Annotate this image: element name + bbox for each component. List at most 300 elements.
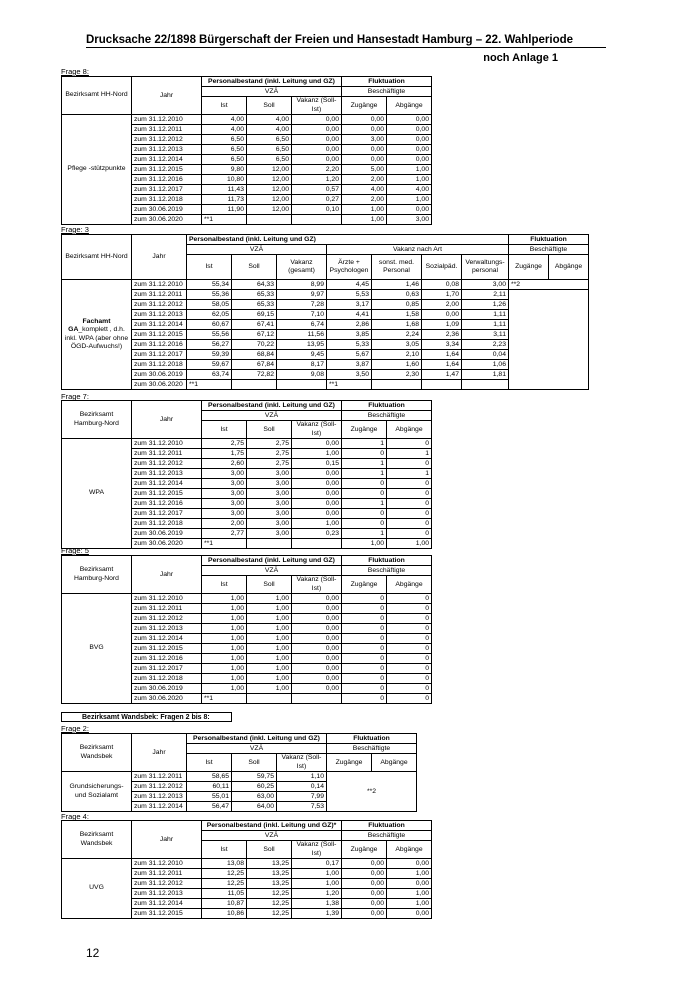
table-cell: 0 bbox=[387, 644, 432, 654]
table-cell: 58,65 bbox=[187, 772, 232, 782]
table-cell: zum 31.12.2010 bbox=[132, 280, 187, 290]
table-cell: Bezirksamt Wandsbek bbox=[62, 821, 132, 859]
table-cell: 13,25 bbox=[247, 879, 292, 889]
table-cell: zum 31.12.2014 bbox=[132, 479, 202, 489]
table-cell: Zugänge bbox=[342, 97, 387, 115]
table-cell: 1,75 bbox=[202, 449, 247, 459]
table-cell: 64,33 bbox=[232, 280, 277, 290]
table-cell: 0 bbox=[342, 674, 387, 684]
table-cell: 0 bbox=[387, 634, 432, 644]
table-cell: 1,60 bbox=[372, 360, 422, 370]
table-cell: 1,00 bbox=[202, 604, 247, 614]
table-cell: 0 bbox=[387, 459, 432, 469]
table-cell: 13,25 bbox=[247, 869, 292, 879]
table-cell: zum 31.12.2018 bbox=[132, 360, 187, 370]
table-cell: 0 bbox=[387, 654, 432, 664]
table-cell: 6,50 bbox=[247, 145, 292, 155]
table-cell: 13,08 bbox=[202, 859, 247, 869]
table-cell bbox=[462, 380, 509, 390]
table-cell: 0,00 bbox=[387, 115, 432, 125]
table-cell: 3,00 bbox=[247, 489, 292, 499]
table-cell bbox=[292, 539, 342, 549]
table-cell: 2,23 bbox=[462, 340, 509, 350]
table-cell: BVG bbox=[62, 594, 132, 704]
table-cell: Ist bbox=[187, 255, 232, 280]
table-cell: 12,00 bbox=[247, 175, 292, 185]
table-cell: 1,00 bbox=[292, 869, 342, 879]
table-cell: 3,34 bbox=[422, 340, 462, 350]
table-cell: 1 bbox=[342, 459, 387, 469]
table-cell: 2,20 bbox=[292, 165, 342, 175]
frage-label: Frage 4: bbox=[61, 812, 89, 821]
table-cell: 6,50 bbox=[247, 135, 292, 145]
unit-name-rest: _komplett , d.h. inkl. WPA (aber ohne ÖGD-Aufwuchs!) bbox=[64, 326, 129, 350]
table-cell: zum 31.12.2012 bbox=[132, 782, 187, 792]
table-cell: zum 31.12.2011 bbox=[132, 125, 202, 135]
table-cell: 7,53 bbox=[277, 802, 327, 812]
table-cell: 0 bbox=[387, 529, 432, 539]
table-cell: Personalbestand (inkl. Leitung und GZ) bbox=[202, 556, 342, 566]
table-cell: 0,00 bbox=[387, 859, 432, 869]
table-cell: Personalbestand (inkl. Leitung und GZ) bbox=[187, 734, 327, 744]
table-cell: 0 bbox=[342, 694, 387, 704]
section-wandsbek: Bezirksamt Wandsbek: Fragen 2 bis 8: bbox=[61, 712, 232, 722]
table-cell: 2,24 bbox=[372, 330, 422, 340]
table-cell: 1,00 bbox=[202, 614, 247, 624]
table-cell: 3,00 bbox=[462, 280, 509, 290]
table-cell: 1,00 bbox=[202, 634, 247, 644]
table-cell: 0,00 bbox=[342, 859, 387, 869]
table-cell: 1 bbox=[387, 449, 432, 459]
table-row bbox=[62, 772, 417, 782]
table-cell: 12,00 bbox=[247, 205, 292, 215]
table-cell: 59,67 bbox=[187, 360, 232, 370]
table-header-row bbox=[62, 235, 589, 245]
table-cell: 67,84 bbox=[232, 360, 277, 370]
table-cell: 0 bbox=[342, 489, 387, 499]
table-cell: zum 31.12.2011 bbox=[132, 772, 187, 782]
table-cell: Zugänge bbox=[327, 754, 372, 772]
table-cell: 0 bbox=[387, 509, 432, 519]
table-cell: Ärzte + Psychologen bbox=[327, 255, 372, 280]
table-cell: 1,00 bbox=[247, 654, 292, 664]
table-cell: 0,00 bbox=[292, 674, 342, 684]
table-cell: 0,00 bbox=[342, 909, 387, 919]
table-cell: WPA bbox=[62, 439, 132, 549]
table-cell: 1,11 bbox=[462, 320, 509, 330]
frage-label: Frage 7: bbox=[61, 392, 89, 401]
table-cell: 11,73 bbox=[202, 195, 247, 205]
table-cell: 7,28 bbox=[277, 300, 327, 310]
table-cell: 1,00 bbox=[247, 634, 292, 644]
table-cell: 1,70 bbox=[422, 290, 462, 300]
table-cell: 70,22 bbox=[232, 340, 277, 350]
page-header bbox=[86, 34, 606, 48]
table-cell: 0,00 bbox=[342, 145, 387, 155]
table-cell: 0 bbox=[387, 664, 432, 674]
table-cell: 7,10 bbox=[277, 310, 327, 320]
table-cell: Jahr bbox=[132, 401, 202, 439]
table-header-row bbox=[62, 77, 432, 87]
table-cell: 0,00 bbox=[292, 155, 342, 165]
table-cell: 0,10 bbox=[292, 205, 342, 215]
table-cell: 1,00 bbox=[202, 674, 247, 684]
table-cell: 60,11 bbox=[187, 782, 232, 792]
table-cell: 6,74 bbox=[277, 320, 327, 330]
table-cell: 0,23 bbox=[292, 529, 342, 539]
table-cell: 0,00 bbox=[292, 604, 342, 614]
table-cell: 72,82 bbox=[232, 370, 277, 380]
table-cell: 0 bbox=[387, 519, 432, 529]
table-cell: 0,00 bbox=[292, 469, 342, 479]
table-cell: 3,00 bbox=[247, 529, 292, 539]
table-cell: 65,33 bbox=[232, 290, 277, 300]
table-cell: Zugänge bbox=[342, 841, 387, 859]
table-cell: 55,36 bbox=[187, 290, 232, 300]
table-cell: 0,00 bbox=[292, 654, 342, 664]
table-cell: 1,00 bbox=[387, 539, 432, 549]
table-cell: Soll bbox=[232, 255, 277, 280]
table-cell: 67,12 bbox=[232, 330, 277, 340]
table-cell: 0 bbox=[387, 624, 432, 634]
table-cell: 0 bbox=[342, 634, 387, 644]
table-cell: zum 31.12.2012 bbox=[132, 459, 202, 469]
table-cell: 0 bbox=[387, 499, 432, 509]
table-cell: Fluktuation bbox=[342, 401, 432, 411]
table-cell: VZÄ bbox=[202, 87, 342, 97]
table-cell: zum 31.12.2013 bbox=[132, 145, 202, 155]
table-cell bbox=[292, 215, 342, 225]
table-cell: 2,00 bbox=[342, 195, 387, 205]
table-row bbox=[62, 439, 432, 449]
table-cell: 3,00 bbox=[202, 499, 247, 509]
table-cell: zum 31.12.2012 bbox=[132, 300, 187, 310]
table-cell: Vakanz (gesamt) bbox=[277, 255, 327, 280]
table-cell: 1,00 bbox=[387, 889, 432, 899]
table-row bbox=[62, 290, 589, 300]
table-cell: 8,17 bbox=[277, 360, 327, 370]
table-cell: 4,00 bbox=[202, 125, 247, 135]
table-cell: Ist bbox=[202, 841, 247, 859]
table-cell: Vakanz nach Art bbox=[327, 245, 509, 255]
table-cell: zum 31.12.2014 bbox=[132, 802, 187, 812]
table-cell: 0,27 bbox=[292, 195, 342, 205]
table-cell: 0 bbox=[387, 604, 432, 614]
table-cell: Fluktuation bbox=[342, 556, 432, 566]
table-cell: 2,10 bbox=[372, 350, 422, 360]
table-cell: 0 bbox=[342, 644, 387, 654]
table-cell: zum 31.12.2017 bbox=[132, 350, 187, 360]
table-cell: 1,10 bbox=[277, 772, 327, 782]
table-cell: 9,08 bbox=[277, 370, 327, 380]
table-cell: zum 31.12.2018 bbox=[132, 674, 202, 684]
table-cell: 60,25 bbox=[232, 782, 277, 792]
table-cell: 12,25 bbox=[247, 889, 292, 899]
table-cell: Bezirksamt Hamburg-Nord bbox=[62, 556, 132, 594]
table-cell: 1,00 bbox=[202, 624, 247, 634]
table-cell: 4,00 bbox=[247, 115, 292, 125]
table-cell: zum 30.06.2019 bbox=[132, 205, 202, 215]
table-header-row bbox=[62, 734, 417, 744]
table-cell: 0,00 bbox=[292, 499, 342, 509]
table-cell: zum 31.12.2017 bbox=[132, 664, 202, 674]
table-cell: Beschäftigte bbox=[342, 831, 432, 841]
table-cell: 56,47 bbox=[187, 802, 232, 812]
table-cell: 2,75 bbox=[247, 439, 292, 449]
table-cell: Soll bbox=[247, 841, 292, 859]
table-cell: 0 bbox=[342, 664, 387, 674]
table-cell: sonst. med. Personal bbox=[372, 255, 422, 280]
table-cell bbox=[372, 380, 422, 390]
table-cell: 59,39 bbox=[187, 350, 232, 360]
table-cell: Personalbestand (inkl. Leitung und GZ) bbox=[202, 401, 342, 411]
table-cell: 1,00 bbox=[387, 175, 432, 185]
table-cell: 1,00 bbox=[247, 614, 292, 624]
table-cell: 10,80 bbox=[202, 175, 247, 185]
table-cell: Soll bbox=[247, 421, 292, 439]
table-cell: 0,15 bbox=[292, 459, 342, 469]
parliament-title: Bürgerschaft der Freien und Hansestadt Hamburg – 22. Wahlperiode bbox=[199, 34, 574, 46]
table-cell: 12,25 bbox=[247, 899, 292, 909]
table-cell: Zugänge bbox=[342, 421, 387, 439]
table-cell: 0,00 bbox=[342, 879, 387, 889]
frage-label: Frage 2: bbox=[61, 724, 89, 733]
table-cell: 1,00 bbox=[387, 869, 432, 879]
table-cell: 58,05 bbox=[187, 300, 232, 310]
table-cell: 3,11 bbox=[462, 330, 509, 340]
table-cell: 1,00 bbox=[342, 215, 387, 225]
table-cell: Jahr bbox=[132, 821, 202, 859]
table-cell: Vakanz (Soll-Ist) bbox=[292, 841, 342, 859]
table-cell: zum 31.12.2012 bbox=[132, 614, 202, 624]
table-cell: 3,05 bbox=[372, 340, 422, 350]
table-cell: 0 bbox=[387, 594, 432, 604]
unit-name-bold: Fachamt GA bbox=[68, 317, 111, 333]
table-cell bbox=[62, 280, 132, 390]
table-cell: 0,00 bbox=[292, 614, 342, 624]
table-cell: Vakanz (Soll-Ist) bbox=[292, 576, 342, 594]
table-cell: 55,34 bbox=[187, 280, 232, 290]
table-cell: 3,00 bbox=[202, 509, 247, 519]
table-cell: Soll bbox=[232, 754, 277, 772]
table-cell: zum 31.12.2014 bbox=[132, 320, 187, 330]
table-cell: Jahr bbox=[132, 77, 202, 115]
table-cell: VZÄ bbox=[187, 744, 327, 754]
table-cell: Ist bbox=[202, 421, 247, 439]
table-cell: 0,08 bbox=[422, 280, 462, 290]
table-cell: 1,64 bbox=[422, 350, 462, 360]
table-cell: 12,00 bbox=[247, 195, 292, 205]
table-cell: 0 bbox=[387, 614, 432, 624]
table-cell: 0,00 bbox=[342, 125, 387, 135]
table-cell: 1,20 bbox=[292, 175, 342, 185]
table-cell: zum 31.12.2015 bbox=[132, 489, 202, 499]
table-cell: 1,11 bbox=[462, 310, 509, 320]
table-cell bbox=[232, 380, 277, 390]
table-cell: Beschäftigte bbox=[342, 566, 432, 576]
table-cell: Bezirksamt Wandsbek bbox=[62, 734, 132, 772]
table-cell: zum 31.12.2014 bbox=[132, 899, 202, 909]
table-cell: 9,97 bbox=[277, 290, 327, 300]
table-cell: zum 31.12.2017 bbox=[132, 185, 202, 195]
table-cell: Verwaltungs-personal bbox=[462, 255, 509, 280]
table-cell: 0,00 bbox=[292, 624, 342, 634]
table-cell: 0,00 bbox=[387, 155, 432, 165]
table-cell: zum 31.12.2016 bbox=[132, 499, 202, 509]
table-cell: zum 31.12.2017 bbox=[132, 509, 202, 519]
table-cell: 0 bbox=[342, 614, 387, 624]
table-cell: zum 30.06.2019 bbox=[132, 684, 202, 694]
table-cell: 0 bbox=[387, 439, 432, 449]
table-cell: 1 bbox=[342, 499, 387, 509]
table-cell: 2,00 bbox=[342, 175, 387, 185]
table-cell: 0 bbox=[342, 604, 387, 614]
table-cell: zum 30.06.2020 bbox=[132, 380, 187, 390]
table-cell: **2 bbox=[327, 772, 417, 812]
table-cell: 1 bbox=[342, 529, 387, 539]
table-cell: Ist bbox=[202, 576, 247, 594]
table-cell: 0,14 bbox=[277, 782, 327, 792]
table-cell: Beschäftigte bbox=[509, 245, 589, 255]
frage-label: Frage: 3 bbox=[61, 225, 89, 234]
table-cell: 1,00 bbox=[247, 644, 292, 654]
table-cell: 3,17 bbox=[327, 300, 372, 310]
table-cell: zum 31.12.2011 bbox=[132, 290, 187, 300]
table-header-row bbox=[62, 556, 432, 566]
table-cell: 2,00 bbox=[202, 519, 247, 529]
anlage-label: noch Anlage 1 bbox=[483, 52, 558, 64]
personnel-table bbox=[61, 76, 432, 225]
table-cell: 0,00 bbox=[387, 125, 432, 135]
table-cell: 1,81 bbox=[462, 370, 509, 380]
personnel-table bbox=[61, 555, 432, 704]
table-cell bbox=[292, 694, 342, 704]
table-cell: Fluktuation bbox=[509, 235, 589, 245]
table-row bbox=[62, 115, 432, 125]
table-cell: Beschäftigte bbox=[327, 744, 417, 754]
table-cell: 12,25 bbox=[202, 869, 247, 879]
table-cell: 59,75 bbox=[232, 772, 277, 782]
table-cell: 1,00 bbox=[202, 644, 247, 654]
table-cell: 0,00 bbox=[342, 899, 387, 909]
table-cell: 1 bbox=[342, 439, 387, 449]
table-cell: 3,00 bbox=[202, 479, 247, 489]
table-cell: 13,95 bbox=[277, 340, 327, 350]
table-cell: **1 bbox=[187, 380, 232, 390]
table-cell: 1,00 bbox=[247, 674, 292, 684]
table-cell: 5,33 bbox=[327, 340, 372, 350]
table-cell: 1,20 bbox=[292, 889, 342, 899]
table-cell: zum 31.12.2010 bbox=[132, 115, 202, 125]
table-cell: 0 bbox=[342, 519, 387, 529]
table-cell: **1 bbox=[202, 694, 247, 704]
table-cell: zum 31.12.2016 bbox=[132, 340, 187, 350]
table-cell: Vakanz (Soll-Ist) bbox=[292, 421, 342, 439]
table-cell: zum 31.12.2018 bbox=[132, 519, 202, 529]
table-cell: Soll bbox=[247, 97, 292, 115]
table-cell: 64,00 bbox=[232, 802, 277, 812]
table-cell: 1 bbox=[387, 469, 432, 479]
table-cell: zum 31.12.2010 bbox=[132, 594, 202, 604]
table-cell: 2,60 bbox=[202, 459, 247, 469]
table-cell: 1,00 bbox=[202, 684, 247, 694]
table-cell: 11,56 bbox=[277, 330, 327, 340]
table-cell bbox=[247, 694, 292, 704]
table-cell: 1,00 bbox=[387, 165, 432, 175]
table-cell: 3,00 bbox=[247, 469, 292, 479]
table-cell: zum 31.12.2013 bbox=[132, 624, 202, 634]
table-cell: 65,33 bbox=[232, 300, 277, 310]
table-cell: 1,00 bbox=[387, 899, 432, 909]
table-cell: 0,00 bbox=[387, 145, 432, 155]
table-cell: Ist bbox=[202, 97, 247, 115]
wandsbek-table bbox=[61, 733, 417, 812]
table-cell: 1,00 bbox=[247, 624, 292, 634]
table-cell: VZÄ bbox=[202, 566, 342, 576]
table-cell: Jahr bbox=[132, 556, 202, 594]
table-cell: 1,00 bbox=[292, 879, 342, 889]
table-cell: 0 bbox=[387, 489, 432, 499]
table-cell: 68,84 bbox=[232, 350, 277, 360]
table-cell: Personalbestand (inkl. Leitung und GZ) bbox=[202, 77, 342, 87]
table-cell: 1,26 bbox=[462, 300, 509, 310]
table-cell: 63,00 bbox=[232, 792, 277, 802]
table-cell: 0,57 bbox=[292, 185, 342, 195]
table-cell: 7,99 bbox=[277, 792, 327, 802]
table-cell: 4,00 bbox=[342, 185, 387, 195]
table-cell: Vakanz (Soll-Ist) bbox=[292, 97, 342, 115]
table-cell: 0,00 bbox=[292, 135, 342, 145]
table-cell: 0,00 bbox=[342, 889, 387, 899]
table-cell: zum 31.12.2013 bbox=[132, 310, 187, 320]
table-cell: 0,17 bbox=[292, 859, 342, 869]
table-cell: 0,63 bbox=[372, 290, 422, 300]
table-cell: zum 31.12.2015 bbox=[132, 909, 202, 919]
table-cell: Abgänge bbox=[387, 576, 432, 594]
table-cell: 12,25 bbox=[247, 909, 292, 919]
table-cell: 1 bbox=[342, 469, 387, 479]
table-cell: 6,50 bbox=[202, 135, 247, 145]
table-cell: 1,68 bbox=[372, 320, 422, 330]
table-cell bbox=[247, 539, 292, 549]
table-cell: 11,90 bbox=[202, 205, 247, 215]
table-cell: 4,00 bbox=[247, 125, 292, 135]
table-cell: 0,00 bbox=[342, 869, 387, 879]
table-cell: 0 bbox=[342, 594, 387, 604]
table-cell: Abgänge bbox=[549, 255, 589, 280]
table-cell: 0,00 bbox=[292, 634, 342, 644]
table-cell: 6,50 bbox=[202, 145, 247, 155]
table-cell: 60,67 bbox=[187, 320, 232, 330]
table-cell: 3,50 bbox=[327, 370, 372, 380]
table-cell: 3,00 bbox=[387, 215, 432, 225]
table-cell: Fluktuation bbox=[342, 821, 432, 831]
personnel-table bbox=[61, 820, 432, 919]
table-cell: zum 31.12.2011 bbox=[132, 604, 202, 614]
table-cell: 0,04 bbox=[462, 350, 509, 360]
table-cell: 2,00 bbox=[422, 300, 462, 310]
table-cell: 0,85 bbox=[372, 300, 422, 310]
table-cell: zum 30.06.2019 bbox=[132, 370, 187, 380]
table-cell: 0 bbox=[387, 684, 432, 694]
table-row bbox=[62, 859, 432, 869]
table-cell: 1,39 bbox=[292, 909, 342, 919]
table-cell: 56,27 bbox=[187, 340, 232, 350]
table-cell: **1 bbox=[327, 380, 372, 390]
table-cell: 1,00 bbox=[342, 205, 387, 215]
table-cell: Pflege -stützpunkte bbox=[62, 115, 132, 225]
table-cell: 0 bbox=[342, 684, 387, 694]
